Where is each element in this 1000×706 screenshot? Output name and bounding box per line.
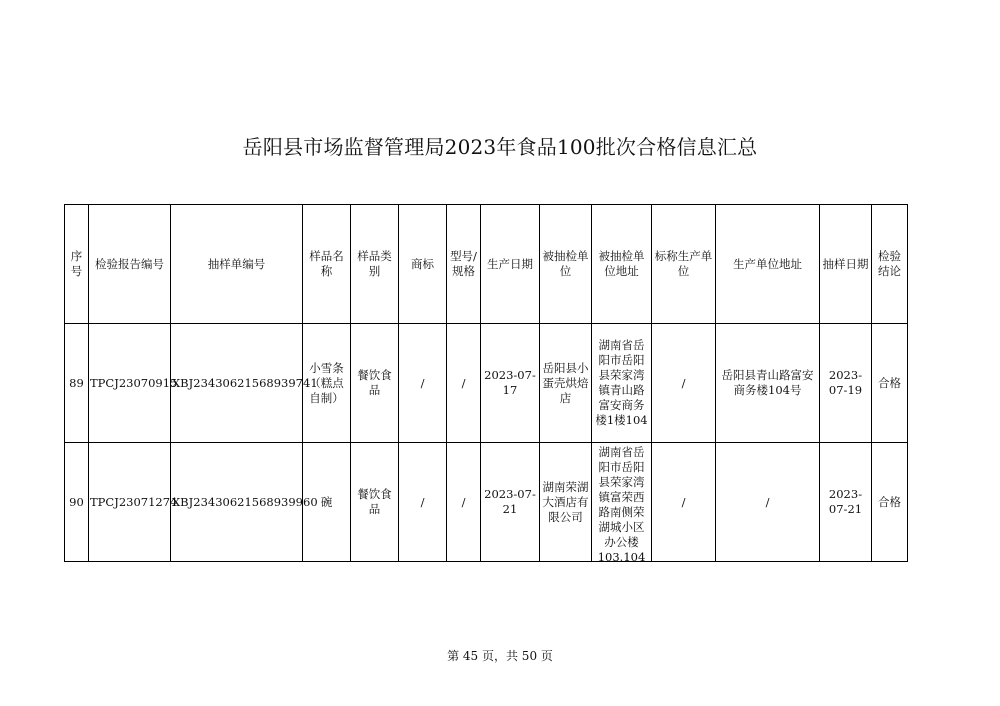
cell-report-no: TPCJ23070915 <box>89 324 171 443</box>
cell-seq: 90 <box>65 443 89 562</box>
cell-result: 合格 <box>872 443 908 562</box>
cell-prod-date: 2023-07-17 <box>481 324 540 443</box>
col-header-inspected-addr: 被抽检单位地址 <box>592 205 652 324</box>
cell-producer-addr: / <box>716 443 820 562</box>
col-header-brand: 商标 <box>399 205 447 324</box>
cell-result: 合格 <box>872 324 908 443</box>
document-title: 岳阳县市场监督管理局2023年食品100批次合格信息汇总 <box>242 135 758 159</box>
col-header-sample-date: 抽样日期 <box>820 205 872 324</box>
cell-producer: / <box>652 324 716 443</box>
table-row <box>65 324 908 443</box>
table-header-row <box>65 205 908 324</box>
cell-report-no: TPCJ23071274 <box>89 443 171 562</box>
inspection-table <box>64 204 908 562</box>
col-header-sample-no: 抽样单编号 <box>171 205 303 324</box>
cell-brand: / <box>399 443 447 562</box>
cell-category: 餐饮食品 <box>351 324 399 443</box>
cell-sample-date: 2023-07-21 <box>820 443 872 562</box>
cell-producer-addr: 岳阳县青山路富安商务楼104号 <box>716 324 820 443</box>
cell-seq: 89 <box>65 324 89 443</box>
cell-inspected-unit: 湖南荣湖大酒店有限公司 <box>540 443 592 562</box>
col-header-spec: 型号/规格 <box>447 205 481 324</box>
inspected-addr-text: 湖南省岳阳市岳阳县荣家湾镇青山路富安商务楼1楼104 <box>595 338 648 427</box>
cell-sample-no: XBJ23430621568939960 <box>171 443 303 562</box>
cell-brand: / <box>399 324 447 443</box>
cell-sample-no: XBJ23430621568939741 <box>171 324 303 443</box>
cell-spec: / <box>447 443 481 562</box>
cell-sample-name: 小雪条（糕点自制） <box>303 324 351 443</box>
col-header-report-no: 检验报告编号 <box>89 205 171 324</box>
cell-inspected-addr <box>592 443 652 562</box>
cell-prod-date: 2023-07-21 <box>481 443 540 562</box>
col-header-result: 检验结论 <box>872 205 908 324</box>
cell-inspected-unit: 岳阳县小蛋壳烘焙店 <box>540 324 592 443</box>
col-header-prod-date: 生产日期 <box>481 205 540 324</box>
inspected-addr-text: 湖南省岳阳市岳阳县荣家湾镇富荣西路南侧荣湖城小区办公楼103.104 <box>597 445 646 564</box>
col-header-producer: 标称生产单位 <box>652 205 716 324</box>
cell-inspected-addr <box>592 324 652 443</box>
cell-spec: / <box>447 324 481 443</box>
col-header-seq: 序号 <box>65 205 89 324</box>
col-header-category: 样品类别 <box>351 205 399 324</box>
col-header-inspected-unit: 被抽检单位 <box>540 205 592 324</box>
page-number: 第 45 页，共 50 页 <box>447 649 553 663</box>
cell-category: 餐饮食品 <box>351 443 399 562</box>
cell-sample-date: 2023-07-19 <box>820 324 872 443</box>
cell-producer: / <box>652 443 716 562</box>
col-header-sample-name: 样品名称 <box>303 205 351 324</box>
col-header-producer-addr: 生产单位地址 <box>716 205 820 324</box>
cell-sample-name: 碗 <box>303 443 351 562</box>
table-row <box>65 443 908 562</box>
